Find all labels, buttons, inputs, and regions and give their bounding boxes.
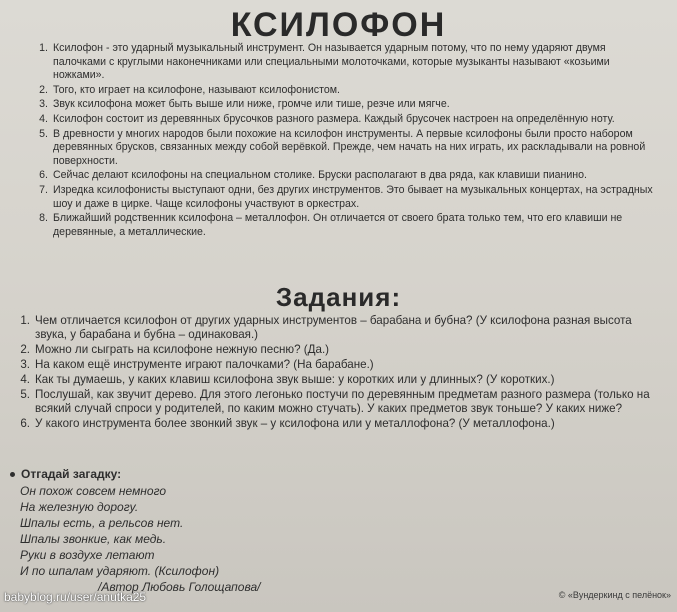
- copyright-note: © «Вундеркинд с пелёнок»: [558, 590, 671, 600]
- poem-line: И по шпалам ударяют. (Ксилофон): [20, 564, 220, 578]
- tasks-heading: Задания:: [275, 282, 402, 312]
- item-number: 2.: [39, 83, 48, 96]
- bullet-icon: [10, 472, 15, 477]
- tasks-list: [12, 314, 662, 432]
- item-number: 4.: [39, 112, 48, 125]
- item-text: Ксилофон состоит из деревянных брусочков разного размера. Каждый брусочек настроен на определённую ноту.: [53, 112, 615, 125]
- item-text: Ксилофон - это ударный музыкальный инструмент. Он называется ударным потому, что по нему ударяют двумя палочками с круглыми наконечниками или специальными молоточками, которые музыканты называют «козьими ножками».: [53, 42, 610, 82]
- list-item: [12, 388, 662, 417]
- item-number: 2.: [20, 343, 30, 357]
- item-number: 1.: [20, 314, 30, 327]
- riddle-block: [10, 466, 410, 595]
- item-text: Как ты думаешь, у каких клавиш ксилофона звук выше: у коротких или у длинных? (У коротких.): [35, 373, 555, 387]
- list-item: [30, 42, 655, 83]
- poem-line: Шпалы есть, а рельсов нет.: [20, 516, 184, 530]
- item-number: 5.: [39, 127, 48, 140]
- poem-line: Он похож совсем немного: [20, 484, 167, 498]
- item-text: У какого инструмента более звонкий звук – у ксилофона или у металлофона? (У металлофона.): [35, 417, 555, 431]
- item-number: 3.: [20, 358, 30, 372]
- item-text: Звук ксилофона может быть выше или ниже, громче или тише, резче или мягче.: [53, 98, 450, 111]
- item-text: Изредка ксилофонисты выступают одни, без других инструментов. Это бывает на музыкальных концертах, на эстрадных шоу и даже в цирке. Чаще ксилофоны участвуют в оркестрах.: [53, 183, 653, 210]
- item-number: 4.: [20, 373, 30, 387]
- list-item: [30, 169, 655, 183]
- list-item: [30, 128, 655, 169]
- item-text: Можно ли сыграть на ксилофоне нежную песню? (Да.): [35, 343, 330, 357]
- riddle-heading-text: Отгадай загадку:: [21, 467, 122, 481]
- poem-line: Шпалы звонкие, как медь.: [20, 532, 167, 546]
- item-text: Сейчас делают ксилофоны на специальном столике. Бруски располагают в два ряда, как клавиши пианино.: [53, 169, 587, 182]
- item-text: Чем отличается ксилофон от других ударных инструментов – барабана и бубна? (У ксилофона разная высота звука, у барабана и бубна – одинаковая.): [35, 314, 632, 342]
- list-item: [30, 212, 655, 239]
- item-number: 6.: [20, 417, 30, 431]
- list-item: [12, 314, 662, 343]
- watermark-link[interactable]: babyblog.ru/user/anutka25: [4, 590, 147, 604]
- item-number: 8.: [39, 212, 48, 225]
- list-item: [12, 373, 662, 387]
- item-number: 7.: [39, 183, 48, 196]
- list-item: [30, 184, 655, 211]
- item-number: 3.: [39, 98, 48, 111]
- list-item: [12, 417, 662, 431]
- item-text: В древности у многих народов были похожие на ксилофон инструменты. А первые ксилофоны были просто набором деревянных брусков, связанных между собой верёвкой. Прежде, чем начать на них играть, их раскладывали на ровной поверхности.: [53, 127, 646, 167]
- item-number: 6.: [39, 169, 48, 182]
- item-number: 5.: [20, 388, 30, 402]
- list-item: [30, 98, 655, 112]
- item-text: Ближайший родственник ксилофона – металлофон. Он отличается от своего брата только тем, что его клавиши не деревянные, а металлические.: [53, 212, 623, 238]
- page-title: КСИЛОФОН: [230, 6, 447, 44]
- riddle-poem: [10, 483, 410, 595]
- list-item: [30, 113, 655, 127]
- poem-author: /Автор Любовь Голощапова/: [98, 580, 261, 594]
- poem-line: Руки в воздухе летают: [20, 548, 155, 562]
- item-text: Того, кто играет на ксилофоне, называют ксилофонистом.: [53, 83, 340, 96]
- item-number: 1.: [39, 42, 48, 54]
- list-item: [12, 343, 662, 357]
- facts-list: [30, 42, 655, 240]
- list-item: [12, 358, 662, 372]
- list-item: [30, 84, 655, 98]
- riddle-heading: [10, 466, 410, 482]
- item-text: На каком ещё инструменте играют палочками? (На барабане.): [35, 358, 374, 372]
- poem-line: На железную дорогу.: [20, 500, 139, 514]
- item-text: Послушай, как звучит дерево. Для этого легонько постучи по деревянным предметам разного размера (только на всякий случай спроси у родителей, по каким можно стучать). У каких предметов звук тоньше? У каких ниже?: [35, 388, 650, 416]
